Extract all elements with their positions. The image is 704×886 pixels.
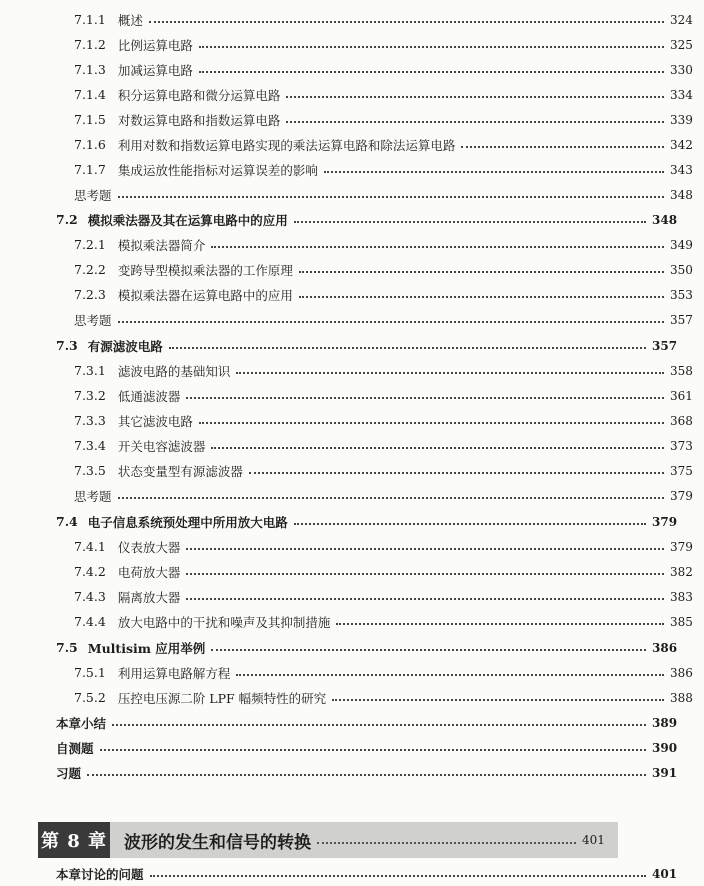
toc-entry-7-5-1[interactable] — [0, 660, 704, 685]
entry-title: 开关电容滤波器 — [117, 438, 206, 454]
toc-entry-7-2-2[interactable] — [0, 257, 704, 282]
entry-title: 滤波电路的基础知识 — [117, 363, 231, 379]
dot-leader — [249, 462, 664, 474]
entry-page: 353 — [670, 287, 693, 302]
entry-title: 其它滤波电路 — [117, 413, 193, 429]
entry-number: 7.1.5 — [74, 112, 106, 127]
toc-entry-7-4-2[interactable] — [0, 559, 704, 584]
entry-number: 7.4.2 — [74, 564, 106, 579]
entry-page: 379 — [670, 539, 693, 554]
entry-page: 379 — [652, 514, 678, 529]
entry-number: 7.3.4 — [74, 438, 106, 453]
entry-title: 模拟乘法器简介 — [117, 237, 206, 253]
entry-title: 低通滤波器 — [117, 388, 181, 404]
dot-leader — [199, 61, 664, 73]
entry-title: Multisim 应用举例 — [87, 640, 206, 656]
entry-title: 利用运算电路解方程 — [117, 665, 231, 681]
entry-page: 343 — [670, 162, 693, 177]
entry-title: 模拟乘法器在运算电路中的应用 — [117, 287, 293, 303]
toc-entry-7-1-4[interactable] — [0, 82, 704, 107]
entry-number: 7.2.3 — [74, 287, 106, 302]
chapter-heading-8[interactable] — [38, 822, 618, 858]
toc-chapter-questions[interactable] — [0, 861, 686, 886]
entry-number: 7.4.3 — [74, 589, 106, 604]
dot-leader — [100, 739, 646, 751]
toc-entry-7-3-5[interactable] — [0, 458, 704, 483]
chapter-badge: 第 8 章 — [38, 822, 110, 858]
toc-entry-7-3-1[interactable] — [0, 358, 704, 383]
toc-section-7-4[interactable] — [0, 509, 686, 534]
entry-number: 7.2.2 — [74, 262, 106, 277]
entry-title: 隔离放大器 — [117, 589, 181, 605]
dot-leader — [324, 161, 664, 173]
entry-title: 加减运算电路 — [117, 62, 193, 78]
dot-leader — [286, 111, 664, 123]
dot-leader — [211, 639, 646, 651]
toc-entry-7-1-3[interactable] — [0, 57, 704, 82]
toc-entry-7-1-5[interactable] — [0, 107, 704, 132]
toc-self-test[interactable] — [0, 735, 686, 760]
entry-title: 习题 — [56, 765, 82, 781]
dot-leader — [149, 11, 664, 23]
entry-page: 348 — [670, 187, 693, 202]
entry-number: 7.4 — [56, 514, 78, 529]
entry-page: 324 — [670, 12, 693, 27]
entry-number: 7.5.2 — [74, 690, 106, 705]
entry-number: 7.2 — [56, 212, 78, 227]
entry-title: 思考题 — [74, 312, 112, 328]
entry-number: 7.1.6 — [74, 137, 106, 152]
toc-section-7-5[interactable] — [0, 635, 686, 660]
entry-title: 思考题 — [74, 488, 112, 504]
dot-leader — [112, 714, 646, 726]
entry-page: 368 — [670, 413, 693, 428]
entry-page: 348 — [652, 212, 678, 227]
entry-page: 379 — [670, 488, 693, 503]
entry-page: 385 — [670, 614, 693, 629]
entry-page: 386 — [652, 640, 678, 655]
entry-title: 集成运放性能指标对运算误差的影响 — [117, 162, 318, 178]
entry-title: 电子信息系统预处理中所用放大电路 — [87, 514, 288, 530]
dot-leader — [186, 563, 664, 575]
entry-title: 思考题 — [74, 187, 112, 203]
entry-page: 375 — [670, 463, 693, 478]
dot-leader — [286, 86, 664, 98]
entry-page: 383 — [670, 589, 693, 604]
toc-entry-exercises[interactable] — [0, 182, 704, 207]
dot-leader — [211, 236, 664, 248]
entry-number: 7.1.3 — [74, 62, 106, 77]
dot-leader — [199, 412, 664, 424]
entry-page: 342 — [670, 137, 693, 152]
dot-leader — [150, 865, 646, 877]
entry-number: 7.3.2 — [74, 388, 106, 403]
toc-entry-7-1-6[interactable] — [0, 132, 704, 157]
dot-leader — [236, 664, 664, 676]
entry-page: 388 — [670, 690, 693, 705]
entry-title: 利用对数和指数运算电路实现的乘法运算电路和除法运算电路 — [117, 137, 456, 153]
entry-title: 本章小结 — [56, 715, 107, 731]
dot-leader — [118, 311, 664, 323]
entry-number: 7.4.1 — [74, 539, 106, 554]
toc-entry-7-4-1[interactable] — [0, 534, 704, 559]
entry-page: 386 — [670, 665, 693, 680]
dot-leader — [236, 362, 664, 374]
entry-page: 357 — [670, 312, 693, 327]
toc-entry-7-1-1[interactable] — [0, 7, 704, 32]
chapter-page: 401 — [582, 833, 605, 847]
entry-number: 7.5.1 — [74, 665, 106, 680]
toc-entry-7-3-4[interactable] — [0, 433, 704, 458]
entry-title: 仪表放大器 — [117, 539, 181, 555]
toc-entry-7-4-3[interactable] — [0, 584, 704, 609]
dot-leader — [186, 538, 664, 550]
entry-page: 390 — [652, 740, 678, 755]
dot-leader — [294, 211, 646, 223]
dot-leader — [211, 437, 664, 449]
entry-page: 382 — [670, 564, 693, 579]
entry-title: 自测题 — [56, 740, 94, 756]
entry-title: 状态变量型有源滤波器 — [117, 463, 243, 479]
entry-title: 电荷放大器 — [117, 564, 181, 580]
entry-title: 概述 — [117, 12, 143, 28]
toc-entry-exercises[interactable] — [0, 483, 704, 508]
entry-number: 7.3 — [56, 338, 78, 353]
entry-number: 7.3.5 — [74, 463, 106, 478]
toc-problems[interactable] — [0, 760, 686, 785]
entry-number: 7.1.7 — [74, 162, 106, 177]
toc-entry-7-1-2[interactable] — [0, 32, 704, 57]
entry-page: 349 — [670, 237, 693, 252]
toc-section-7-3[interactable] — [0, 333, 686, 358]
toc-section-7-2[interactable] — [0, 207, 686, 232]
dot-leader — [186, 588, 664, 600]
entry-page: 373 — [670, 438, 693, 453]
toc-entry-7-1-7[interactable] — [0, 157, 704, 182]
dot-leader — [461, 136, 664, 148]
entry-title: 积分运算电路和微分运算电路 — [117, 87, 281, 103]
toc-entry-exercises[interactable] — [0, 307, 704, 332]
chapter-title: 波形的发生和信号的转换 — [124, 832, 311, 853]
entry-page: 401 — [652, 866, 678, 881]
dot-leader — [118, 186, 664, 198]
toc-entry-7-4-4[interactable] — [0, 609, 704, 634]
entry-number: 7.1.1 — [74, 12, 106, 27]
entry-page: 391 — [652, 765, 678, 780]
toc-entry-7-2-1[interactable] — [0, 232, 704, 257]
entry-title: 比例运算电路 — [117, 37, 193, 53]
dot-leader — [186, 387, 664, 399]
entry-page: 389 — [652, 715, 678, 730]
dot-leader — [299, 286, 664, 298]
entry-title: 放大电路中的干扰和噪声及其抑制措施 — [117, 614, 331, 630]
toc-entry-7-3-3[interactable] — [0, 408, 704, 433]
entry-title: 本章讨论的问题 — [56, 866, 144, 882]
entry-title: 对数运算电路和指数运算电路 — [117, 112, 281, 128]
entry-page: 334 — [670, 87, 693, 102]
dot-leader — [118, 487, 664, 499]
entry-number: 7.3.3 — [74, 413, 106, 428]
entry-title: 压控电压源二阶 LPF 幅频特性的研究 — [117, 690, 327, 706]
dot-leader — [294, 513, 646, 525]
entry-page: 325 — [670, 37, 693, 52]
entry-number: 7.3.1 — [74, 363, 106, 378]
entry-page: 350 — [670, 262, 693, 277]
entry-page: 358 — [670, 363, 693, 378]
entry-number: 7.1.4 — [74, 87, 106, 102]
entry-page: 330 — [670, 62, 693, 77]
toc-entry-7-2-3[interactable] — [0, 282, 704, 307]
dot-leader — [199, 36, 664, 48]
entry-number: 7.4.4 — [74, 614, 106, 629]
toc-entry-7-3-2[interactable] — [0, 383, 704, 408]
dot-leader — [317, 832, 576, 844]
dot-leader — [336, 613, 664, 625]
dot-leader — [87, 764, 646, 776]
entry-title: 模拟乘法器及其在运算电路中的应用 — [87, 212, 288, 228]
dot-leader — [332, 689, 664, 701]
entry-title: 变跨导型模拟乘法器的工作原理 — [117, 262, 293, 278]
toc-entry-7-5-2[interactable] — [0, 685, 704, 710]
toc-chapter-summary[interactable] — [0, 710, 686, 735]
dot-leader — [299, 261, 664, 273]
entry-number: 7.2.1 — [74, 237, 106, 252]
entry-title: 有源滤波电路 — [87, 338, 163, 354]
entry-number: 7.5 — [56, 640, 78, 655]
entry-number: 7.1.2 — [74, 37, 106, 52]
entry-page: 339 — [670, 112, 693, 127]
entry-page: 357 — [652, 338, 678, 353]
entry-page: 361 — [670, 388, 693, 403]
dot-leader — [169, 337, 646, 349]
